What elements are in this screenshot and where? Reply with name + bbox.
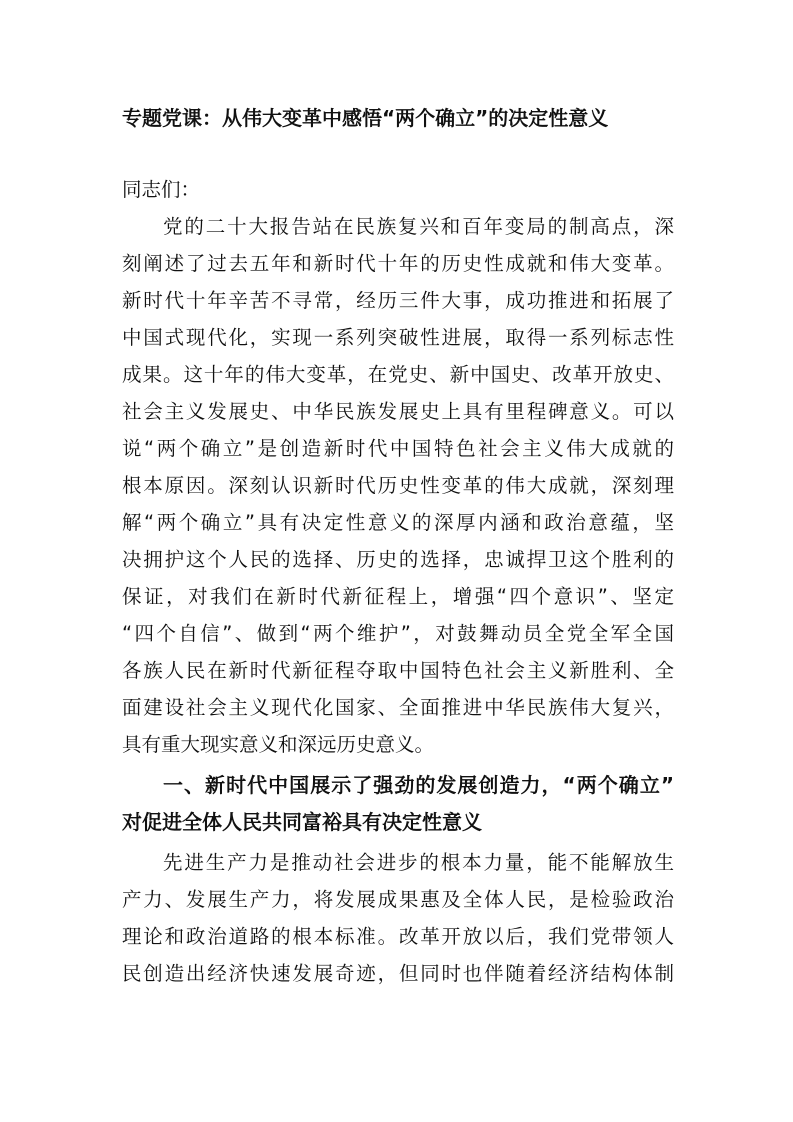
text-line: 理论和政治道路的根本标准。改革开放以后，我们党带领人: [122, 925, 674, 948]
text-line: 刻阐述了过去五年和新时代十年的历史性成就和伟大变革。: [122, 252, 674, 275]
text-line: 党的二十大报告站在民族复兴和百年变局的制高点，深: [163, 215, 674, 238]
document-page: [122, 99, 674, 992]
text-line: 具有重大现实意义和深远历史意义。: [122, 733, 435, 756]
heading-line: 一、新时代中国展示了强劲的发展创造力，“两个确立”: [163, 773, 674, 797]
text-line: 民创造出经济快速发展奇迹，但同时也伴随着经济结构体制: [122, 962, 674, 985]
text-line: 中国式现代化，实现一系列突破性进展，取得一系列标志性: [122, 326, 674, 349]
text-line: 解“两个确立”具有决定性意义的深厚内涵和政治意蕴，坚: [122, 511, 674, 534]
greeting: 同志们：: [122, 178, 201, 201]
text-line: 成果。这十年的伟大变革，在党史、新中国史、改革开放史、: [122, 363, 674, 386]
text-line: 产力、发展生产力，将发展成果惠及全体人民，是检验政治: [122, 888, 674, 911]
text-line: “四个自信”、做到“两个维护”，对鼓舞动员全党全军全国: [122, 622, 674, 645]
text-line: 根本原因。深刻认识新时代历史性变革的伟大成就，深刻理: [122, 474, 674, 497]
text-line: 先进生产力是推动社会进步的根本力量，能不能解放生: [163, 851, 674, 874]
text-line: 说“两个确立”是创造新时代中国特色社会主义伟大成就的: [122, 437, 674, 460]
text-line: 面建设社会主义现代化国家、全面推进中华民族伟大复兴，: [122, 696, 674, 719]
text-line: 新时代十年辛苦不寻常，经历三件大事，成功推进和拓展了: [122, 289, 674, 312]
document-title: 专题党课：从伟大变革中感悟“两个确立”的决定性意义: [122, 106, 609, 130]
paragraph-intro: [122, 208, 674, 763]
text-line: 决拥护这个人民的选择、历史的选择，忠诚捍卫这个胜利的: [122, 548, 674, 571]
heading-line: 对促进全体人民共同富裕具有决定性意义: [122, 810, 482, 834]
section-heading-1: [122, 767, 674, 841]
text-line: 社会主义发展史、中华民族发展史上具有里程碑意义。可以: [122, 400, 674, 423]
text-line: 各族人民在新时代新征程夺取中国特色社会主义新胜利、全: [122, 659, 674, 682]
paragraph-section-1: [122, 844, 674, 992]
text-line: 保证，对我们在新时代新征程上，增强“四个意识”、坚定: [122, 585, 674, 608]
